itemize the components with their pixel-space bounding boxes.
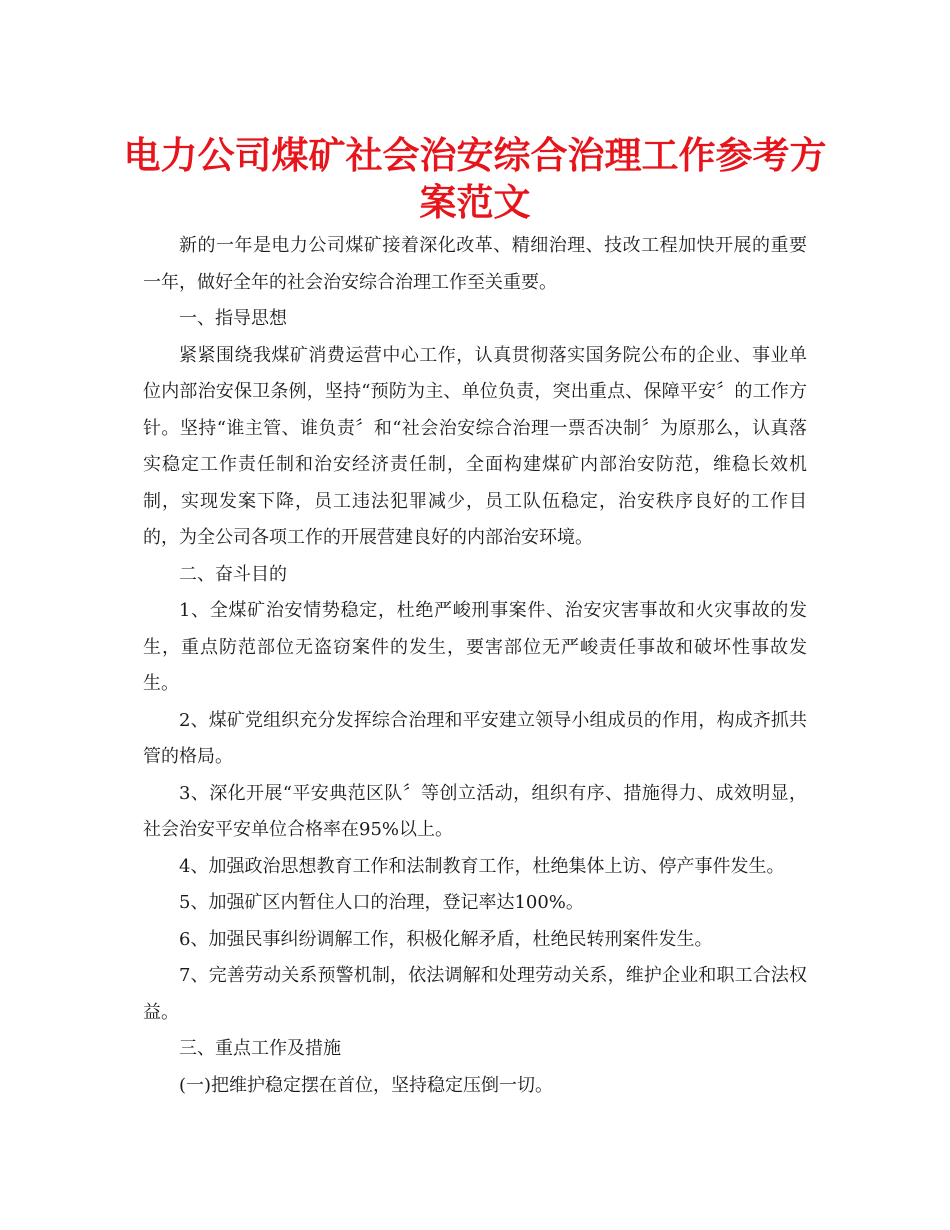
section-heading-guiding-ideology: 一、指导思想 <box>179 308 287 329</box>
goal-item-5: 5、加强矿区内暂住人口的治理，登记率达100%。 <box>179 892 584 913</box>
goal-item-4: 4、加强政治思想教育工作和法制教育工作，杜绝集体上访、停产事件发生。 <box>179 855 785 877</box>
document-title: 电力公司煤矿社会治安综合治理工作参考方案范文 <box>123 134 827 224</box>
section-heading-key-work: 三、重点工作及措施 <box>179 1038 341 1059</box>
goal-item-1: 1、全煤矿治安情势稳定，杜绝严峻刑事案件、治安灾害事故和火灾事故的发生，重点防范部位无盗窃案件的发生，要害部位无严峻责任事故和破坏性事故发生。 <box>143 600 807 694</box>
guiding-ideology-paragraph: 紧紧围绕我煤矿消费运营中心工作，认真贯彻落实国务院公布的企业、事业单位内部治安保卫条例，坚持“预防为主、单位负责，突出重点、保障平安〞的工作方针。坚持“谁主管、谁负责〞和“社会治安综合治理一票否决制〞为原那么，认真落实稳定工作责任制和治安经济责任制，全面构建煤矿内部治安防范，维稳长效机制，实现发案下降，员工违法犯罪减少，员工队伍稳定，治安秩序良好的工作目的，为全公司各项工作的开展营建良好的内部治安环境。 <box>143 344 807 548</box>
goal-item-3: 3、深化开展“平安典范区队〞等创立活动，组织有序、措施得力、成效明显，社会治安平安单位合格率在95%以上。 <box>143 782 807 840</box>
document-body <box>143 228 807 1104</box>
goal-item-7: 7、完善劳动关系预警机制，依法调解和处理劳动关系，维护企业和职工合法权益。 <box>143 965 807 1023</box>
key-work-item-1: (一)把维护稳定摆在首位，坚持稳定压倒一切。 <box>179 1074 554 1096</box>
goal-item-2: 2、煤矿党组织充分发挥综合治理和平安建立领导小组成员的作用，构成齐抓共管的格局。 <box>143 709 807 767</box>
section-heading-goals: 二、奋斗目的 <box>179 563 287 585</box>
intro-paragraph: 新的一年是电力公司煤矿接着深化改革、精细治理、技改工程加快开展的重要一年，做好全年的社会治安综合治理工作至关重要。 <box>143 235 807 293</box>
goal-item-6: 6、加强民事纠纷调解工作，积极化解矛盾，杜绝民转刑案件发生。 <box>179 928 713 950</box>
